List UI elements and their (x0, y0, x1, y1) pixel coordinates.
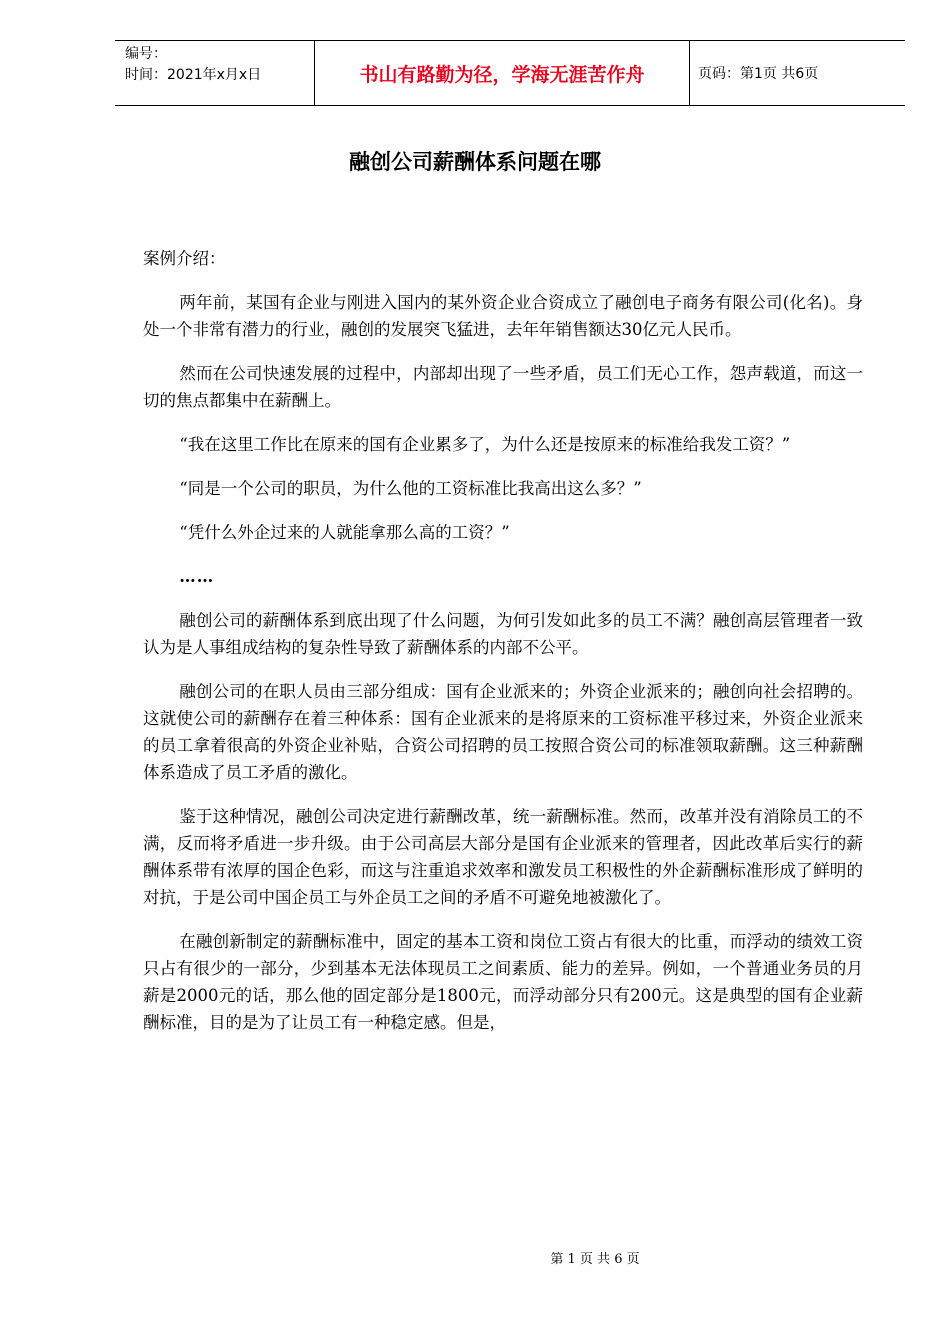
case-intro-label: 案例介绍： (143, 249, 226, 268)
page-footer: 第 1 页 共 6 页 (550, 1252, 640, 1267)
quote-paragraph: “同是一个公司的职员，为什么他的工资标准比我高出这么多？” (179, 479, 642, 498)
paragraph: 融创公司的在职人员由三部分组成：国有企业派来的；外资企业派来的；融创向社会招聘的。这就使公司的薪酬存在着三种体系：国有企业派来的是将原来的工资标准平移过来，外资企业派来的员工拿着很高的外资企业补贴，合资公司招聘的员工按照合资公司的标准领取薪酬。这三种薪酬体系造成了员工矛盾的激化。 (143, 682, 863, 782)
document-body (143, 245, 863, 1053)
serial-number-label: 编号： (125, 46, 167, 62)
paragraph: 在融创新制定的薪酬标准中，固定的基本工资和岗位工资占有很大的比重，而浮动的绩效工资只占有很少的一部分，少到基本无法体现员工之间素质、能力的差异。例如，一个普通业务员的月薪是2000元的话，那么他的固定部分是1800元，而浮动部分只有200元。这是典型的国有企业薪酬标准，目的是为了让员工有一种稳定感。但是， (143, 932, 863, 1032)
header-page-number: 页码：第1页 共6页 (698, 66, 819, 82)
ellipsis: …… (179, 567, 215, 586)
paragraph: 然而在公司快速发展的过程中，内部却出现了一些矛盾，员工们无心工作，怨声载道，而这一切的焦点都集中在薪酬上。 (143, 364, 863, 410)
paragraph: 鉴于这种情况，融创公司决定进行薪酬改革，统一薪酬标准。然而，改革并没有消除员工的不满，反而将矛盾进一步升级。由于公司高层大部分是国有企业派来的管理者，因此改革后实行的薪酬体系带有浓厚的国企色彩，而这与注重追求效率和激发员工积极性的外企薪酬标准形成了鲜明的对抗，于是公司中国企员工与外企员工之间的矛盾不可避免地被激化了。 (143, 807, 863, 907)
document-header (115, 40, 905, 106)
date-label: 时间：2021年x月x日 (125, 67, 262, 83)
paragraph: 两年前，某国有企业与刚进入国内的某外资企业合资成立了融创电子商务有限公司(化名)。身处一个非常有潜力的行业，融创的发展突飞猛进，去年年销售额达30亿元人民币。 (143, 293, 863, 339)
quote-paragraph: “凭什么外企过来的人就能拿那么高的工资？” (179, 523, 510, 542)
quote-paragraph: “我在这里工作比在原来的国有企业累多了，为什么还是按原来的标准给我发工资？” (179, 435, 791, 454)
header-meta-cell (115, 41, 315, 105)
paragraph: 融创公司的薪酬体系到底出现了什么问题，为何引发如此多的员工不满？融创高层管理者一致认为是人事组成结构的复杂性导致了薪酬体系的内部不公平。 (143, 611, 863, 657)
header-motto: 书山有路勤为径，学海无涯苦作舟 (315, 41, 690, 105)
document-title: 融创公司薪酬体系问题在哪 (349, 150, 601, 174)
